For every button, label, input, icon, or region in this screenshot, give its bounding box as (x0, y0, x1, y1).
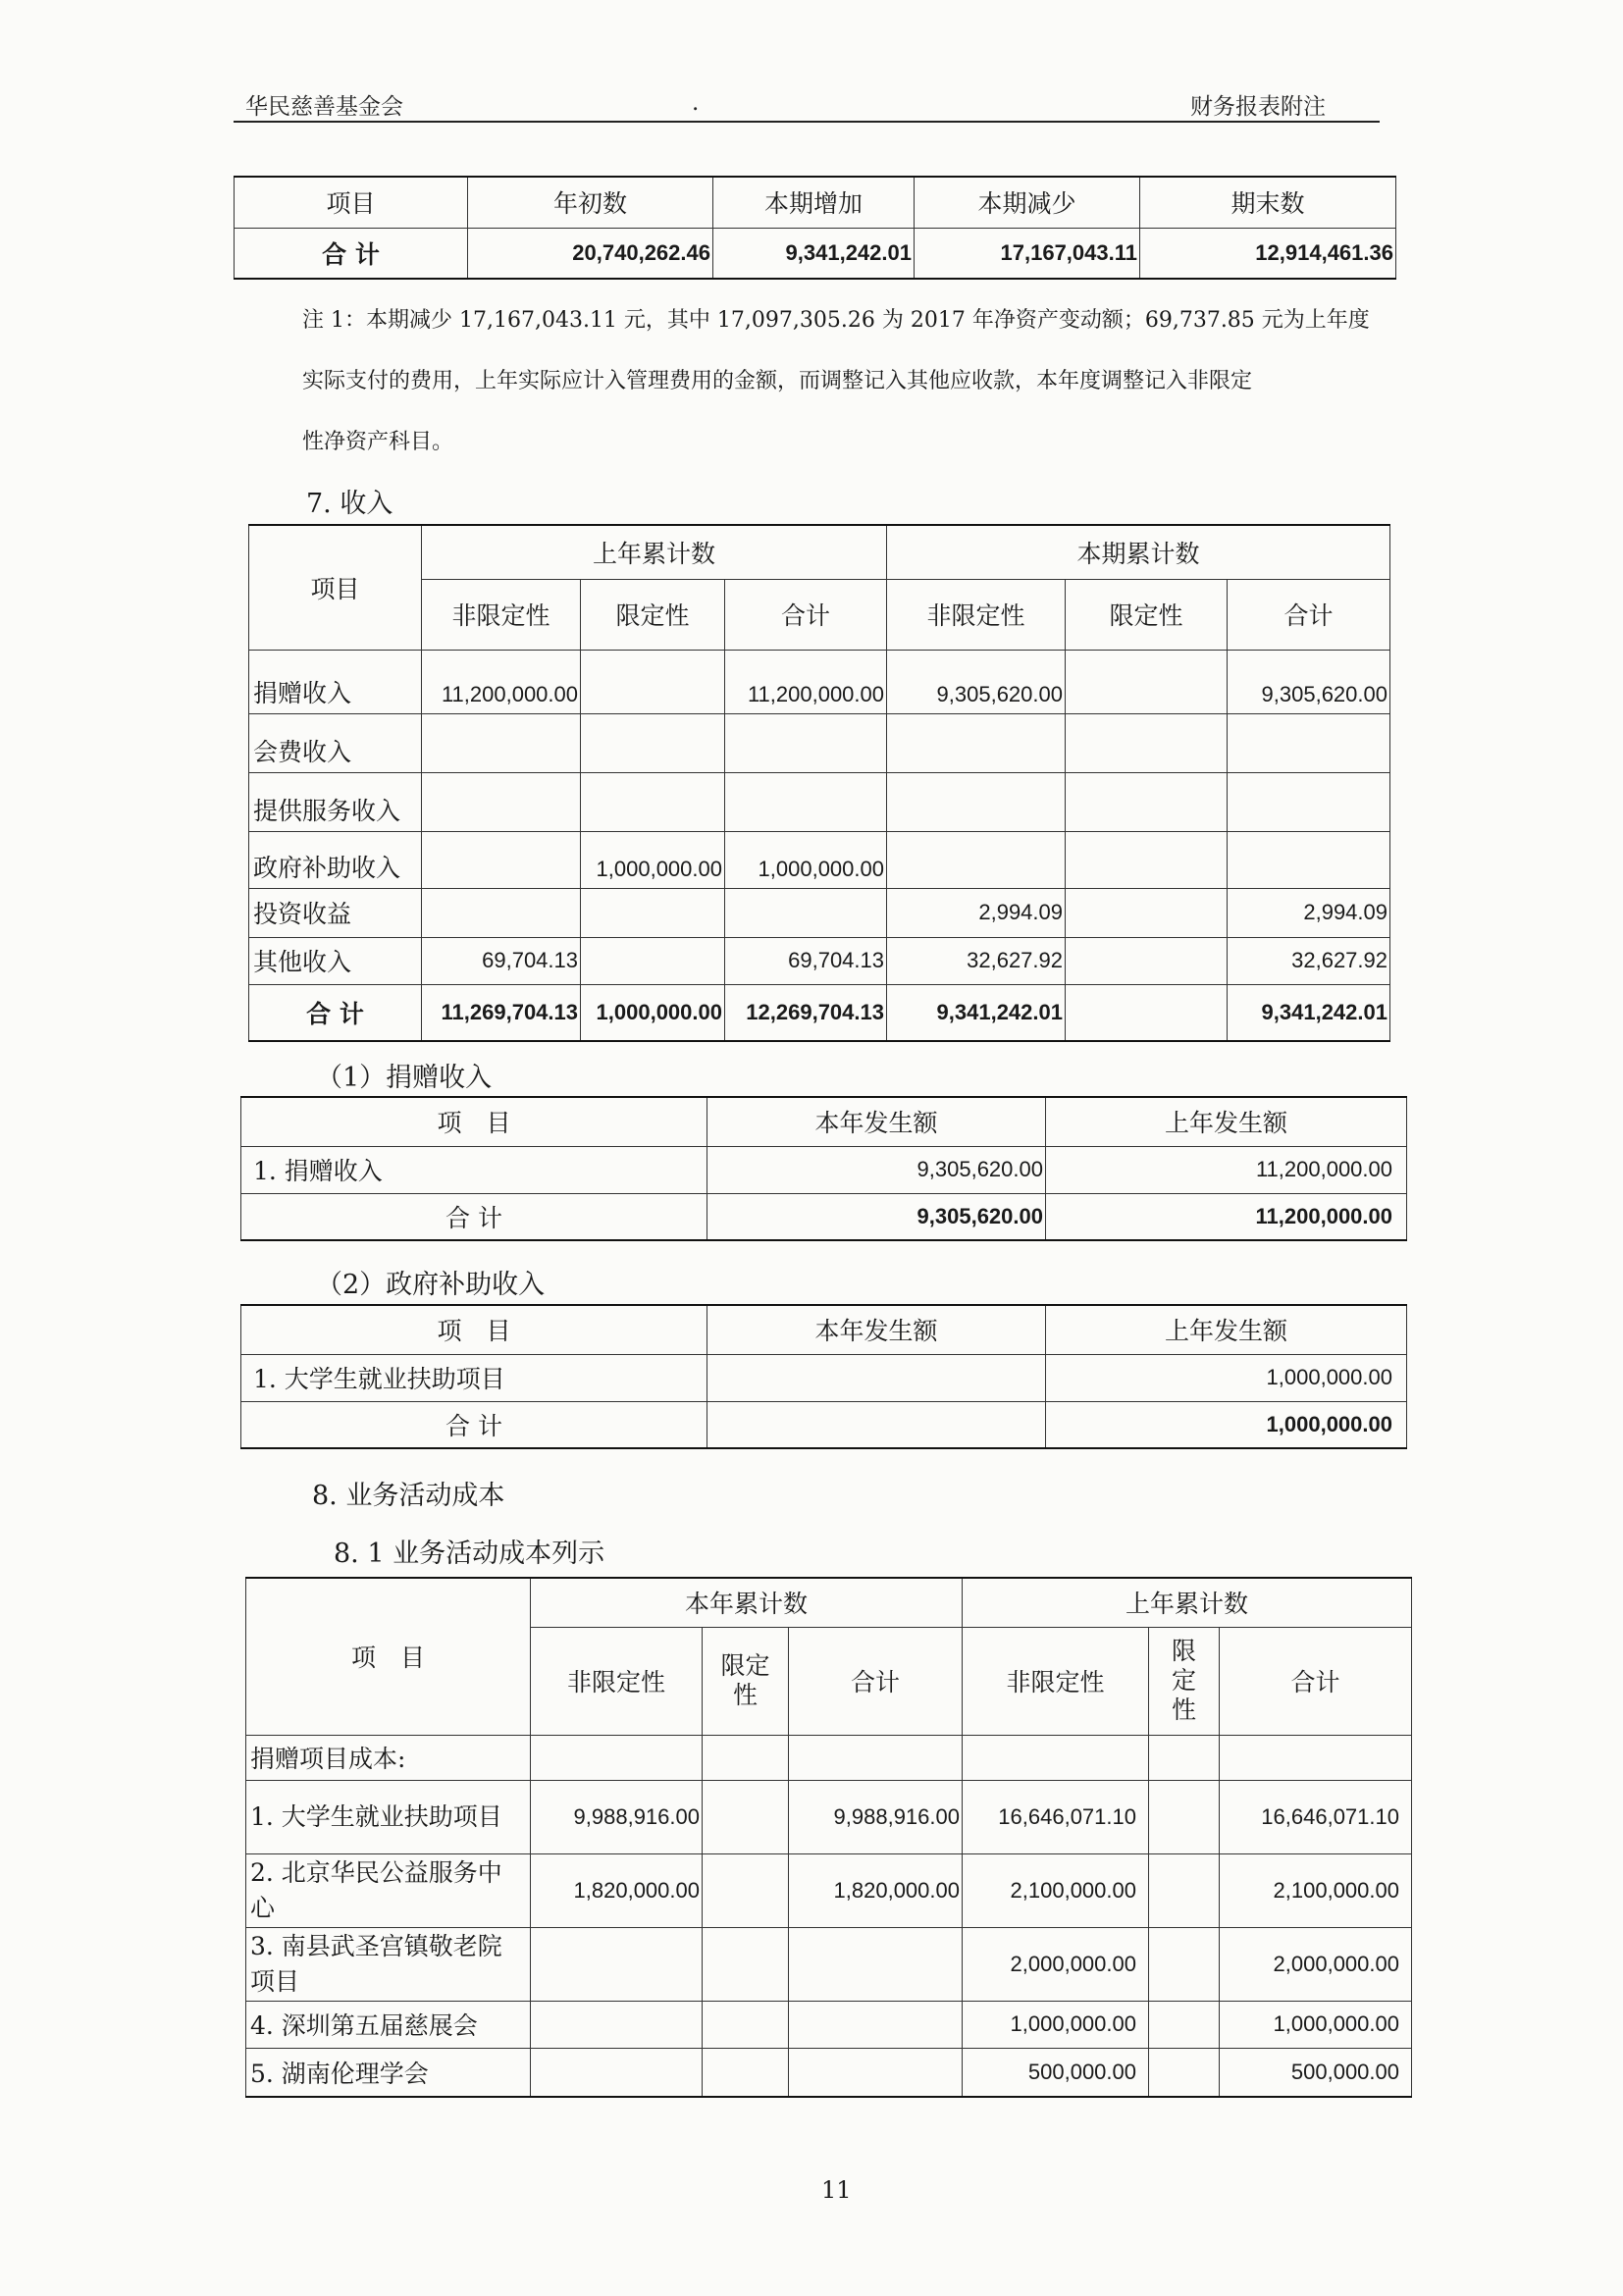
income-sub-unrestricted: 非限定性 (887, 579, 1066, 650)
cell: 9,988,916.00 (531, 1780, 703, 1853)
cell (1066, 831, 1228, 888)
total-label: 合 计 (249, 984, 422, 1041)
cell: 2,000,000.00 (963, 1927, 1149, 2001)
row-label: 3. 南县武圣宫镇敬老院项目 (246, 1927, 531, 2001)
cell: 32,627.92 (887, 937, 1066, 984)
cell: 9,988,916.00 (789, 1780, 963, 1853)
cost-sub-restricted: 限定性 (1149, 1627, 1220, 1735)
row-label: 1. 捐赠收入 (241, 1146, 707, 1193)
page-number: 11 (821, 2176, 852, 2204)
net-assets-table (234, 176, 1396, 280)
table-row-group (246, 1735, 1412, 1780)
income-table (248, 524, 1390, 1042)
table-row (246, 2001, 1412, 2048)
note1-line3: 性净资产科目。 (302, 430, 454, 454)
table-row-total (249, 984, 1390, 1041)
col-item: 项 目 (241, 1097, 707, 1146)
cell (703, 2001, 789, 2048)
cost-curr-group: 本年累计数 (531, 1578, 963, 1627)
cell: 9,305,620.00 (887, 650, 1066, 713)
cell (725, 772, 887, 831)
cell (422, 772, 581, 831)
income-curr-group: 本期累计数 (887, 525, 1390, 579)
cell: 2,994.09 (887, 888, 1066, 937)
cell (887, 831, 1066, 888)
cell (1149, 2048, 1220, 2097)
table-row (246, 1853, 1412, 1927)
cost-col-item: 项 目 (246, 1578, 531, 1735)
cell (703, 1780, 789, 1853)
cell: 11,200,000.00 (422, 650, 581, 713)
row-label: 投资收益 (249, 888, 422, 937)
cell: 16,646,071.10 (963, 1780, 1149, 1853)
cell (1228, 713, 1390, 772)
table-row (249, 650, 1390, 713)
row-label: 政府补助收入 (249, 831, 422, 888)
cell (887, 772, 1066, 831)
cell: 9,341,242.01 (887, 984, 1066, 1041)
table-row (246, 1927, 1412, 2001)
cell: 9,305,620.00 (707, 1193, 1046, 1240)
org-name: 华民慈善基金会 (245, 94, 403, 120)
cell (703, 1927, 789, 2001)
income-prev-group: 上年累计数 (422, 525, 887, 579)
cell: 2,100,000.00 (963, 1853, 1149, 1927)
cell: 32,627.92 (1228, 937, 1390, 984)
subsidy-title: （2）政府补助收入 (316, 1270, 546, 1300)
cell (1066, 888, 1228, 937)
cell (1066, 713, 1228, 772)
cell (1149, 1853, 1220, 1927)
table-row (246, 2048, 1412, 2097)
cell: 16,646,071.10 (1220, 1780, 1412, 1853)
income-sub-total: 合计 (725, 579, 887, 650)
section8-subtitle: 8. 1 业务活动成本列示 (334, 1539, 605, 1569)
income-col-item: 项目 (249, 525, 422, 650)
cell (707, 1401, 1046, 1448)
col-previous: 上年发生额 (1046, 1097, 1407, 1146)
income-sub-total: 合计 (1228, 579, 1390, 650)
col-opening: 年初数 (468, 177, 713, 228)
cell (789, 1927, 963, 2001)
cell (1066, 650, 1228, 713)
total-decrease: 17,167,043.11 (915, 228, 1140, 279)
col-closing: 期末数 (1140, 177, 1396, 228)
cell (422, 713, 581, 772)
cell (887, 713, 1066, 772)
row-label: 2. 北京华民公益服务中心 (246, 1853, 531, 1927)
total-label: 合 计 (241, 1193, 707, 1240)
section7-title: 7. 收入 (306, 489, 393, 519)
table-row (246, 1780, 1412, 1853)
cost-sub-total: 合计 (789, 1627, 963, 1735)
row-label: 4. 深圳第五届慈展会 (246, 2001, 531, 2048)
row-label: 1. 大学生就业扶助项目 (246, 1780, 531, 1853)
cell: 2,000,000.00 (1220, 1927, 1412, 2001)
cell (581, 713, 725, 772)
cell: 11,269,704.13 (422, 984, 581, 1041)
cost-sub-total: 合计 (1220, 1627, 1412, 1735)
cell (789, 2048, 963, 2097)
cell (531, 2048, 703, 2097)
col-current: 本年发生额 (707, 1305, 1046, 1354)
cell (703, 2048, 789, 2097)
cell: 2,100,000.00 (1220, 1853, 1412, 1927)
row-label: 捐赠收入 (249, 650, 422, 713)
col-current: 本年发生额 (707, 1097, 1046, 1146)
cell (707, 1354, 1046, 1401)
cell (581, 937, 725, 984)
cell (581, 772, 725, 831)
table-row-total (241, 1193, 1407, 1240)
table-row (241, 1354, 1407, 1401)
col-item: 项目 (235, 177, 468, 228)
note1-line1: 注 1：本期减少 17,167,043.11 元，其中 17,097,305.26 为 2017 年净资产变动额；69,737.85 元为上年度 (302, 308, 1370, 333)
cost-prev-group: 上年累计数 (963, 1578, 1412, 1627)
total-label: 合 计 (235, 228, 468, 279)
total-label: 合 计 (241, 1401, 707, 1448)
cell: 1,000,000.00 (581, 831, 725, 888)
donation-title: （1）捐赠收入 (316, 1063, 493, 1093)
cell (1066, 772, 1228, 831)
cost-sub-unrestricted: 非限定性 (531, 1627, 703, 1735)
cell (1228, 831, 1390, 888)
row-label: 提供服务收入 (249, 772, 422, 831)
cost-sub-restricted: 限定性 (703, 1627, 789, 1735)
header-rule (234, 121, 1380, 123)
cell (789, 2001, 963, 2048)
income-sub-restricted: 限定性 (1066, 579, 1228, 650)
table-row (249, 713, 1390, 772)
col-item: 项 目 (241, 1305, 707, 1354)
row-label: 会费收入 (249, 713, 422, 772)
cell: 12,269,704.13 (725, 984, 887, 1041)
table-row (249, 772, 1390, 831)
cell (1066, 984, 1228, 1041)
cell (1149, 1780, 1220, 1853)
cell: 69,704.13 (422, 937, 581, 984)
row-label: 其他收入 (249, 937, 422, 984)
cell (703, 1853, 789, 1927)
col-previous: 上年发生额 (1046, 1305, 1407, 1354)
total-opening: 20,740,262.46 (468, 228, 713, 279)
cell: 1,000,000.00 (725, 831, 887, 888)
table-row (249, 888, 1390, 937)
cell: 9,341,242.01 (1228, 984, 1390, 1041)
cell: 1,000,000.00 (581, 984, 725, 1041)
cell: 1,000,000.00 (1046, 1401, 1407, 1448)
cell (422, 831, 581, 888)
cell (1228, 772, 1390, 831)
cell (1149, 1927, 1220, 2001)
row-label: 5. 湖南伦理学会 (246, 2048, 531, 2097)
header-dot: . (692, 90, 700, 116)
table-row-total (241, 1401, 1407, 1448)
cell: 69,704.13 (725, 937, 887, 984)
cell (581, 650, 725, 713)
cost-sub-unrestricted: 非限定性 (963, 1627, 1149, 1735)
cell: 11,200,000.00 (725, 650, 887, 713)
table-row (241, 1146, 1407, 1193)
cell: 1,820,000.00 (531, 1853, 703, 1927)
cell (531, 2001, 703, 2048)
cell: 1,000,000.00 (1220, 2001, 1412, 2048)
col-increase: 本期增加 (713, 177, 915, 228)
table-row (249, 937, 1390, 984)
row-label: 1. 大学生就业扶助项目 (241, 1354, 707, 1401)
cell (1066, 937, 1228, 984)
total-increase: 9,341,242.01 (713, 228, 915, 279)
income-sub-restricted: 限定性 (581, 579, 725, 650)
cell: 1,000,000.00 (963, 2001, 1149, 2048)
cell: 9,305,620.00 (707, 1146, 1046, 1193)
cell (725, 888, 887, 937)
donation-table (240, 1096, 1407, 1241)
cell: 1,000,000.00 (1046, 1354, 1407, 1401)
cell (422, 888, 581, 937)
table-row (249, 831, 1390, 888)
cell: 9,305,620.00 (1228, 650, 1390, 713)
doc-title: 财务报表附注 (1190, 94, 1326, 120)
cell: 500,000.00 (1220, 2048, 1412, 2097)
cell: 500,000.00 (963, 2048, 1149, 2097)
total-closing: 12,914,461.36 (1140, 228, 1396, 279)
cell: 2,994.09 (1228, 888, 1390, 937)
activity-cost-table (245, 1577, 1412, 2098)
cell (531, 1927, 703, 2001)
cell (1149, 2001, 1220, 2048)
income-sub-unrestricted: 非限定性 (422, 579, 581, 650)
section8-title: 8. 业务活动成本 (312, 1481, 505, 1511)
group-label: 捐赠项目成本: (246, 1735, 531, 1780)
note1-line2: 实际支付的费用，上年实际应计入管理费用的金额，而调整记入其他应收款，本年度调整记入非限定 (302, 369, 1253, 393)
subsidy-table (240, 1304, 1407, 1449)
cell: 1,820,000.00 (789, 1853, 963, 1927)
cell (581, 888, 725, 937)
col-decrease: 本期减少 (915, 177, 1140, 228)
cell: 11,200,000.00 (1046, 1146, 1407, 1193)
cell: 11,200,000.00 (1046, 1193, 1407, 1240)
cell (725, 713, 887, 772)
